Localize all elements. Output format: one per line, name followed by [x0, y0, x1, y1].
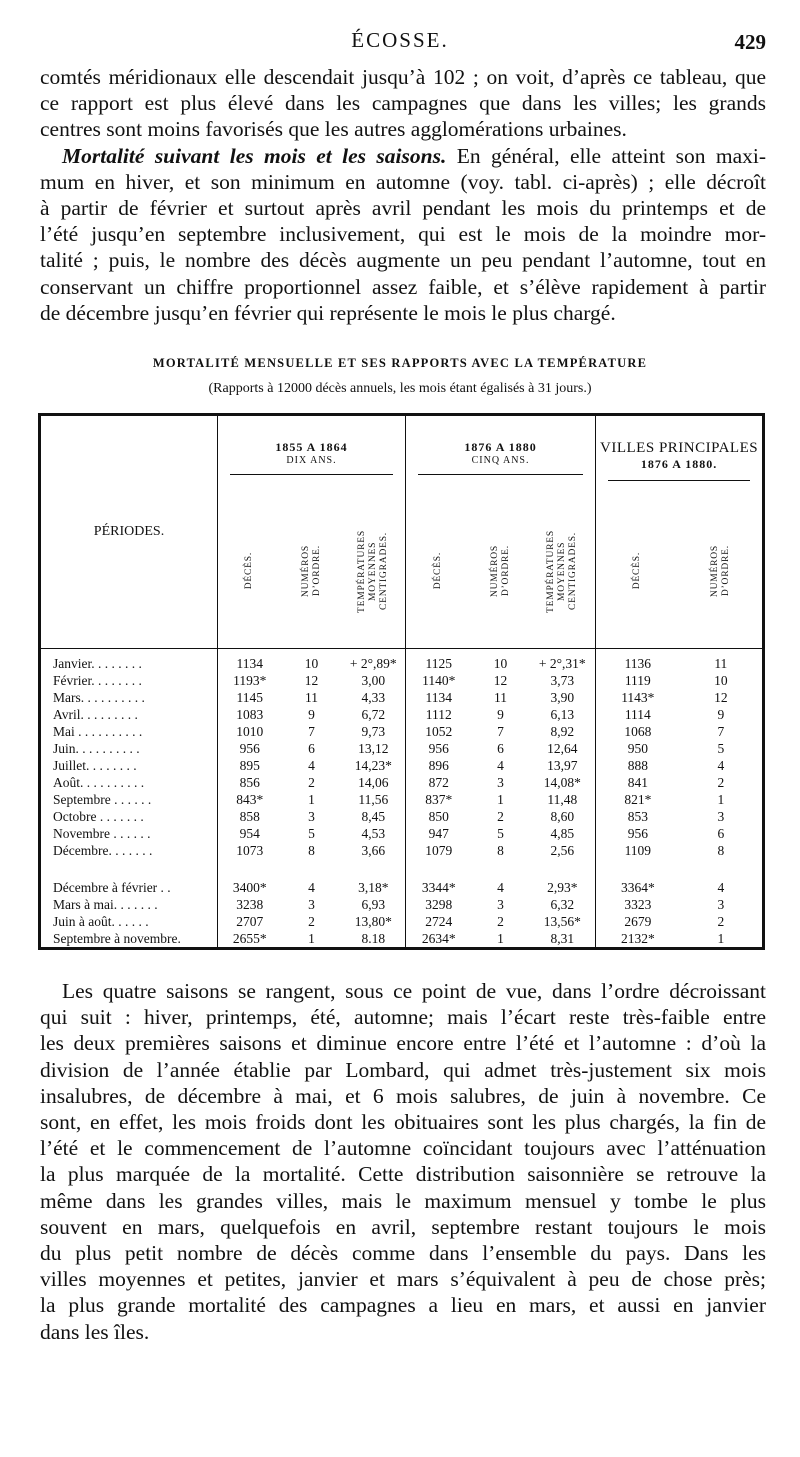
table-cell: 1125 [406, 649, 472, 673]
table-cell: 1083 [218, 706, 282, 723]
table-row [40, 842, 764, 859]
text-line: du plus petit nombre de décès comme dans l’ensemble du pays. Dans les [40, 1241, 766, 1266]
table-cell: 1068 [596, 723, 680, 740]
section-text-start: En général, elle atteint son maxi- [456, 143, 767, 168]
table-cell: 2,56 [550, 842, 575, 858]
text-line: mum en hiver, et son minimum en automne (voy. tabl. ci-après) ; elle décroît [40, 169, 766, 194]
table-cell: 2 [717, 913, 725, 929]
table-cell: 3 [497, 774, 504, 790]
table-row [40, 649, 764, 673]
text-line: comtés méridionaux elle descendait jusqu’à 102 ; on voit, d’après ce tableau, que [40, 65, 766, 89]
period-label: Juin. . . . . . . . . . [53, 740, 140, 756]
table-cell: 14,06 [358, 774, 389, 790]
table-cell: 1079 [406, 842, 472, 859]
table-cell: 1 [308, 930, 315, 946]
table-row [40, 757, 764, 774]
table-cell: 12,64 [547, 740, 578, 756]
text-line: conservant un chiffre proportionnel assez faible, et s’élève rapidement à partir [40, 274, 766, 299]
table-cell: 896 [406, 757, 472, 774]
table-cell: 6 [717, 825, 725, 841]
table-cell: 2 [497, 808, 504, 824]
table-cell: 1119 [596, 672, 680, 689]
text-line: même dans les grandes villes, mais le maximum mensuel y tombe le plus [40, 1188, 766, 1213]
table-cell: 6,93 [361, 896, 386, 912]
brace-divider [418, 474, 583, 475]
group-header-villes [596, 415, 764, 499]
table-cell: 895 [218, 757, 282, 774]
table-cell: 5 [717, 740, 725, 756]
table-row [40, 825, 764, 842]
table-cell: 1 [497, 791, 504, 807]
months-body [40, 649, 764, 874]
table-cell: 7 [308, 723, 315, 739]
table-cell: 8.18 [361, 930, 386, 946]
table-cell: 954 [218, 825, 282, 842]
table-cell: 8,31 [550, 930, 575, 946]
period-label: Novembre . . . . . . [53, 825, 151, 841]
period-label: Avril. . . . . . . . . [53, 706, 138, 722]
period-label: Mars à mai. . . . . . . [53, 896, 158, 912]
period-label: Septembre à novembre. [53, 930, 181, 946]
text-line: Les quatre saisons se rangent, sous ce point de vue, dans l’ordre décroissant [62, 979, 766, 1003]
table-cell: 6 [497, 740, 504, 756]
table-row [40, 740, 764, 757]
table-cell: 3323 [596, 896, 680, 913]
table-cell: 3 [717, 896, 725, 912]
group-header-1876-1880 [406, 415, 596, 499]
period-label: Décembre. . . . . . . [53, 842, 153, 858]
intro-paragraph [40, 64, 766, 326]
table-cell: 2132* [596, 930, 680, 947]
text-line: division de l’année établie par Lombard, qui admet très-justement six mois [40, 1057, 766, 1082]
table-cell: 8 [308, 842, 315, 858]
table-cell: 11 [305, 689, 318, 705]
table-subtitle: (Rapports à 12000 décès annuels, les mois étant égalisés à 31 jours.) [208, 381, 592, 396]
table-cell: 1010 [218, 723, 282, 740]
table-cell: 4,85 [550, 825, 575, 841]
text-line: souvent en mars, quelquefois en avril, septembre restant toujours le mois [40, 1214, 766, 1239]
header-title: ÉCOSSE. [351, 28, 449, 52]
table-cell: 9,73 [361, 723, 386, 739]
table-cell: 2679 [596, 913, 680, 930]
table-cell: 1109 [596, 842, 680, 859]
table-cell: 8,60 [550, 808, 575, 824]
text-line: qui suit : hiver, printemps, été, automne; mais l’écart reste très-faible entre [40, 1005, 766, 1030]
table-cell: 2634* [406, 930, 472, 947]
table-cell: 13,56* [543, 913, 581, 929]
table-cell: 1193* [218, 672, 282, 689]
table-cell: 7 [497, 723, 504, 739]
table-cell: 956 [406, 740, 472, 757]
text-line: de décembre jusqu’en février qui représente le mois le plus chargé. [40, 300, 616, 325]
table-row [40, 896, 764, 913]
period-label: Mars. . . . . . . . . . [53, 689, 145, 705]
table-cell: 12 [714, 689, 728, 705]
table-row [40, 689, 764, 706]
table-cell: 2 [717, 774, 725, 790]
running-header [0, 28, 800, 58]
brace-divider [608, 480, 750, 481]
table-cell: 956 [218, 740, 282, 757]
table-cell: 1140* [406, 672, 472, 689]
table-cell: 6,13 [550, 706, 575, 722]
table-row [40, 774, 764, 791]
table-cell: 1 [717, 930, 725, 946]
table-cell: 4 [497, 757, 504, 773]
closing-paragraph [40, 978, 766, 1345]
table-cell: 3238 [218, 896, 282, 913]
table-cell: 10 [714, 672, 728, 688]
table-cell: 8,92 [550, 723, 575, 739]
table-cell: 9 [717, 706, 725, 722]
col-header-numeros: NUMÉROS D’ORDRE. [472, 498, 530, 649]
table-cell: 3,73 [550, 672, 575, 688]
table-cell: 13,80* [354, 913, 392, 929]
table-cell: 1136 [596, 649, 680, 673]
table-cell: 858 [218, 808, 282, 825]
periods-header [40, 415, 218, 649]
text-line: centres sont moins favorisés que les autres agglomérations urbaines. [40, 117, 627, 142]
table-cell: 5 [308, 825, 315, 841]
table-cell: 841 [596, 774, 680, 791]
table-cell: 9 [308, 706, 315, 722]
period-label: Octobre . . . . . . . [53, 808, 144, 824]
table-cell: 6,32 [550, 896, 575, 912]
table-cell: 1 [717, 791, 725, 807]
table-cell: 10 [493, 655, 508, 671]
spacer-row [40, 947, 764, 949]
table-cell: 8,45 [361, 808, 386, 824]
table-row [40, 808, 764, 825]
table-cell: 856 [218, 774, 282, 791]
table-cell: 3 [308, 808, 315, 824]
brace-divider [230, 474, 393, 475]
table-cell: 888 [596, 757, 680, 774]
table-cell: 1143* [596, 689, 680, 706]
period-label: Mai . . . . . . . . . . [53, 723, 143, 739]
table-row [40, 791, 764, 808]
table-cell: 12 [304, 672, 319, 688]
table-cell: 1112 [406, 706, 472, 723]
table-cell: 6 [308, 740, 315, 756]
table-cell: 9 [497, 706, 504, 722]
table-cell: 1 [308, 791, 315, 807]
table-cell: 10 [304, 655, 319, 671]
table-cell: 4 [497, 879, 504, 895]
period-label: Janvier. . . . . . . . [53, 655, 142, 671]
mortality-table [38, 413, 765, 950]
table-cell: 837* [406, 791, 472, 808]
col-header-numeros: NUMÉROS D’ORDRE. [282, 498, 342, 649]
table-cell: 11 [714, 655, 728, 671]
table-cell: 1 [497, 930, 504, 946]
table-cell: 3 [308, 896, 315, 912]
periods-label: PÉRIODES. [93, 524, 165, 539]
group-years: 1855 A 1864 [275, 440, 348, 454]
table-row [40, 873, 764, 896]
section-first-line [40, 143, 766, 169]
table-cell: 13,12 [358, 740, 389, 756]
table-cell: 872 [406, 774, 472, 791]
group-duration: DIX ANS. [286, 455, 337, 466]
text-line: insalubres, de décembre à mai, et 6 mois salubres, de juin à novembre. Ce [40, 1083, 766, 1108]
period-label: Septembre . . . . . . [53, 791, 152, 807]
table-cell: 2724 [406, 913, 472, 930]
table-title: MORTALITÉ MENSUELLE ET SES RAPPORTS AVEC LA TEMPÉRATURE [152, 356, 648, 370]
table-cell: 8 [717, 842, 725, 858]
table-cell: 7 [717, 723, 725, 739]
period-label: Août. . . . . . . . . . [53, 774, 145, 790]
table-cell: 3344* [406, 873, 472, 896]
page-number: 429 [734, 30, 766, 54]
table-cell: 1073 [218, 842, 282, 859]
col-header-temperatures: TEMPÉRATURES MOYENNES CENTIGRADES. [530, 498, 596, 649]
table-cell: 3,90 [550, 689, 575, 705]
period-label: Juillet. . . . . . . . [53, 757, 137, 773]
table-cell: 6,72 [361, 706, 386, 722]
table-cell: 850 [406, 808, 472, 825]
period-label: Février. . . . . . . . [53, 672, 142, 688]
table-cell: 3400* [218, 873, 282, 896]
table-cell: 1134 [218, 649, 282, 673]
col-header-temperatures: TEMPÉRATURES MOYENNES CENTIGRADES. [342, 498, 406, 649]
text-line: talité ; puis, le nombre des décès augmente un peu pendant l’automne, tout en [40, 248, 766, 273]
table-row [40, 930, 764, 947]
table-cell: 2 [497, 913, 504, 929]
table-cell: 4 [717, 757, 725, 773]
group-title: VILLES PRINCIPALES [600, 440, 759, 456]
table-cell: 3298 [406, 896, 472, 913]
table-cell: 1134 [406, 689, 472, 706]
table-cell: 1052 [406, 723, 472, 740]
period-label: Juin à août. . . . . . [53, 913, 149, 929]
col-header-numeros: NUMÉROS D’ORDRE. [680, 498, 764, 649]
spacer-row [40, 859, 764, 873]
table-cell: + 2°,89* [349, 655, 397, 671]
table-cell: + 2°,31* [538, 655, 586, 671]
table-cell: 1145 [218, 689, 282, 706]
text-line: sont, en effet, les mois froids dont les obituaires sont les plus chargés, la fin de [40, 1110, 766, 1135]
table-cell: 4 [308, 879, 315, 895]
table-row [40, 723, 764, 740]
table-cell: 4,53 [361, 825, 386, 841]
table-cell: 14,23* [354, 757, 392, 773]
seasons-body [40, 873, 764, 949]
table-cell: 4,33 [361, 689, 386, 705]
table-cell: 2,93* [547, 879, 578, 895]
table-cell: 8 [497, 842, 504, 858]
table-cell: 11,56 [358, 791, 389, 807]
table-cell: 1114 [596, 706, 680, 723]
col-header-deces: DÉCÈS. [596, 498, 680, 649]
section-heading: Mortalité suivant les mois et les saisons. [62, 143, 447, 168]
table-cell: 853 [596, 808, 680, 825]
table-row [40, 706, 764, 723]
table-cell: 12 [493, 672, 508, 688]
group-duration: CINQ ANS. [471, 455, 530, 466]
table-cell: 3,00 [361, 672, 386, 688]
table-cell: 2707 [218, 913, 282, 930]
table-cell: 4 [308, 757, 315, 773]
group-header-1855-1864 [218, 415, 406, 499]
table-cell: 3364* [596, 873, 680, 896]
table-cell: 4 [717, 879, 725, 895]
text-line: villes moyennes et petites, janvier et mars s’équivalent à peu de chose près; [40, 1267, 766, 1292]
text-line: les deux premières saisons et diminue encore entre l’été et l’automne : d’où la [40, 1031, 766, 1056]
table-cell: 2655* [218, 930, 282, 947]
table-row [40, 913, 764, 930]
text-line: dans les îles. [40, 1319, 150, 1344]
table-cell: 11,48 [547, 791, 578, 807]
table-cell: 956 [596, 825, 680, 842]
table-cell: 2 [308, 913, 315, 929]
text-line: la plus grande mortalité des campagnes a lieu en mars, et aussi en janvier [40, 1293, 766, 1318]
table-cell: 14,08* [543, 774, 581, 790]
group-years: 1876 A 1880 [464, 440, 537, 454]
text-line: l’été jusqu’en septembre inclusivement, qui est le mois de la moindre mor- [40, 222, 766, 247]
table-cell: 3,66 [361, 842, 386, 858]
col-header-deces: DÉCÈS. [218, 498, 282, 649]
period-label: Décembre à février . . [53, 879, 171, 895]
group-years: 1876 A 1880. [640, 457, 718, 471]
table-cell: 947 [406, 825, 472, 842]
col-header-deces: DÉCÈS. [406, 498, 472, 649]
table-row [40, 672, 764, 689]
table-cell: 5 [497, 825, 504, 841]
text-line: la plus marquée de la mortalité. Cette distribution saisonnière se retrouve la [40, 1162, 766, 1187]
table-cell: 843* [218, 791, 282, 808]
table-cell: 821* [596, 791, 680, 808]
table-cell: 13,97 [547, 757, 578, 773]
table-cell: 3 [497, 896, 504, 912]
table-cell: 950 [596, 740, 680, 757]
table-cell: 2 [308, 774, 315, 790]
table-cell: 3 [717, 808, 725, 824]
text-line: ce rapport est plus élevé dans les campagnes que dans les villes; les grands [40, 91, 766, 116]
table-cell: 11 [494, 689, 508, 705]
text-line: l’été et le commencement de l’automne coïncidant toujours avec l’atténuation [40, 1136, 766, 1161]
table-cell: 3,18* [358, 879, 389, 895]
text-line: à partir de février et surtout après avril pendant les mois du printemps et de [40, 196, 766, 221]
